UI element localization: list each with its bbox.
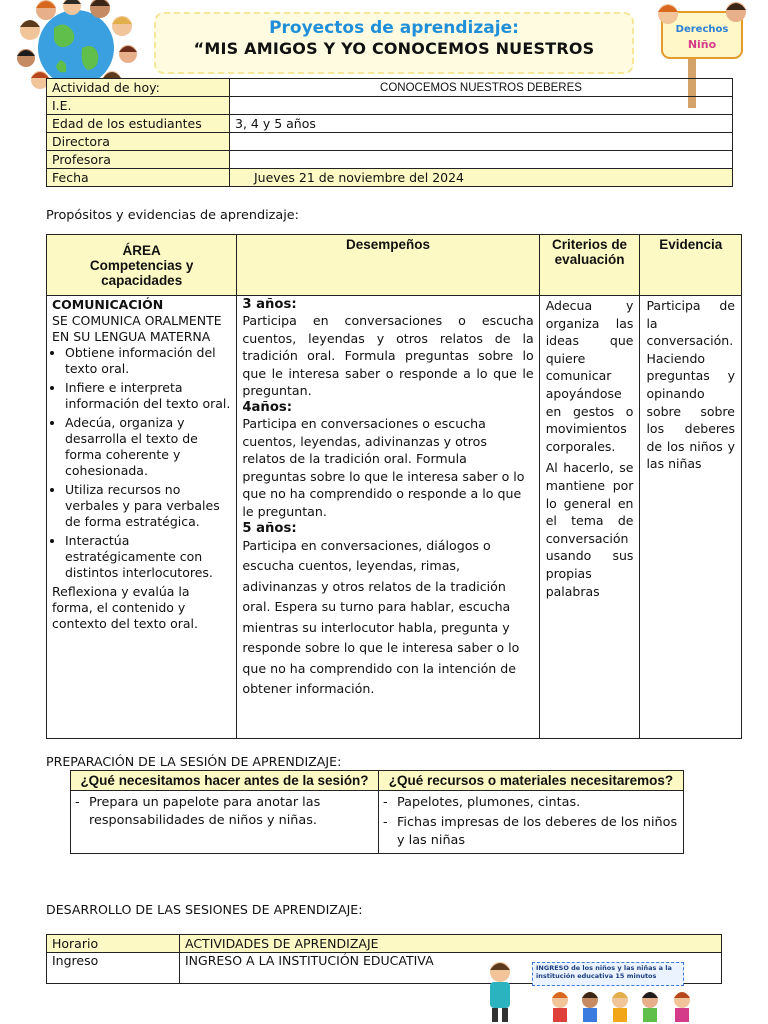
- table-row: [47, 115, 733, 133]
- before-header: ¿Qué necesitamos hacer antes de la sesión?: [71, 771, 379, 791]
- desempenos-header: Desempeños: [237, 235, 539, 296]
- title-banner: [154, 12, 634, 74]
- materials-header: ¿Qué recursos o materiales necesitaremos?: [379, 771, 684, 791]
- list-item: • Adecúa, organiza y desarrolla el texto de forma coherente y cohesionada.: [65, 415, 231, 479]
- age5-title: 5 años:: [242, 520, 297, 536]
- table-row: [47, 151, 733, 169]
- actividad-cell: INGRESO A LA INSTITUCIÓN EDUCATIVA: [180, 953, 722, 984]
- competencia-text: SE COMUNICA ORALMENTE EN SU LENGUA MATERNA: [52, 313, 222, 344]
- horario-cell: Ingreso: [47, 953, 180, 984]
- activity-title: CONOCEMOS NUESTROS DEBERES: [230, 79, 733, 97]
- list-item: • Obtiene información del texto oral.: [65, 345, 231, 377]
- table-row: [47, 133, 733, 151]
- table-header-row: [71, 771, 684, 791]
- horario-header: Horario: [47, 935, 180, 953]
- info-label: I.E.: [47, 97, 230, 115]
- activity-info-table: [46, 78, 733, 187]
- list-item: - Prepara un papelote para anotar las responsabilidades de niños y niñas.: [75, 795, 321, 828]
- preparation-heading: PREPARACIÓN DE LA SESIÓN DE APRENDIZAJE:: [46, 754, 342, 769]
- info-label: Fecha: [47, 169, 230, 187]
- competencias-header: Competencias y capacidades: [89, 257, 194, 288]
- table-header-row: [47, 235, 742, 296]
- criterios-header: Criterios de evaluación: [539, 235, 640, 296]
- kids-entering-illustration: [470, 958, 722, 1022]
- list-item: - Fichas impresas de los deberes de los niños y las niñas: [383, 815, 678, 848]
- project-title: Proyectos de aprendizaje:: [269, 18, 519, 38]
- age5-text: Participa en conversaciones, diálogos o escucha cuentos, leyendas, rimas, adivinanzas y otros relatos de la tradición oral. Espera su turno para hablar, escucha mientras su interlocutor habla, pregunta y responde sobre lo que le interesa saber o lo que no ha comprendido con la intención de obtener información.: [242, 537, 520, 697]
- list-item: • Interactúa estratégicamente con distintos interlocutores.: [65, 533, 231, 581]
- purposes-table: [46, 234, 742, 739]
- info-label: Directora: [47, 133, 230, 151]
- info-label: Profesora: [47, 151, 230, 169]
- age3-title: 3 años:: [242, 297, 297, 312]
- criterio-1: Adecua y organiza las ideas que quiere comunicar apoyándose en gestos o movimientos corporales.: [545, 298, 634, 454]
- svg-text:Derechos: Derechos: [675, 24, 729, 35]
- criterio-2: Al hacerlo, se mantiene por lo general en el tema de conversación usando sus propias palabras: [545, 460, 634, 599]
- evidencia-header: Evidencia: [640, 235, 742, 296]
- preparation-table: [70, 770, 684, 854]
- ingreso-sign: INGRESO de los niños y las niñas a la institución educativa 15 minutos: [532, 962, 684, 986]
- list-item: • Infiere e interpreta información del texto oral.: [65, 380, 231, 412]
- table-row: [47, 97, 733, 115]
- svg-text:Niño: Niño: [687, 38, 717, 51]
- area-header: ÁREA: [122, 242, 161, 258]
- table-header-row: [47, 935, 722, 953]
- list-item: • Utiliza recursos no verbales y para verbales de forma estratégica.: [65, 482, 231, 530]
- age4-text: Participa en conversaciones o escucha cuentos, leyendas, adivinanzas y otros relatos de la tradición oral. Formula preguntas sobre lo que le interesa saber o lo que no ha comprendido o responde a lo que le preguntan.: [242, 415, 525, 519]
- capacidades-list: [52, 345, 231, 581]
- info-value: [230, 151, 733, 169]
- table-row: [71, 791, 684, 854]
- sessions-heading: DESARROLLO DE LAS SESIONES DE APRENDIZAJE:: [46, 902, 363, 917]
- purposes-heading: Propósitos y evidencias de aprendizaje:: [46, 208, 299, 223]
- actividades-header: ACTIVIDADES DE APRENDIZAJE: [180, 935, 722, 953]
- info-value: [230, 97, 733, 115]
- table-row: [47, 79, 733, 97]
- info-label: Actividad de hoy:: [47, 79, 230, 97]
- age4-title: 4años:: [242, 399, 293, 415]
- list-item: - Papelotes, plumones, cintas.: [383, 795, 581, 810]
- area-title: COMUNICACIÓN: [52, 297, 164, 312]
- date-value: Jueves 21 de noviembre del 2024: [230, 169, 733, 187]
- table-row: [47, 169, 733, 187]
- project-subtitle: “MIS AMIGOS Y YO CONOCEMOS NUESTROS: [193, 39, 595, 58]
- table-row: [47, 296, 742, 739]
- age3-text: Participa en conversaciones o escucha cuentos, leyendas y otros relatos de la tradición oral. Formula preguntas sobre lo que le interesa saber o responde a lo que le preguntan.: [242, 313, 534, 399]
- info-label: Edad de los estudiantes: [47, 115, 230, 133]
- info-value: 3, 4 y 5 años: [230, 115, 733, 133]
- info-value: [230, 133, 733, 151]
- evidencia-text: Participa de la conversación. Haciendo preguntas y opinando sobre sobre los deberes de los niños y las niñas: [640, 296, 742, 739]
- reflexiona-text: Reflexiona y evalúa la forma, el contenido y contexto del texto oral.: [52, 584, 198, 631]
